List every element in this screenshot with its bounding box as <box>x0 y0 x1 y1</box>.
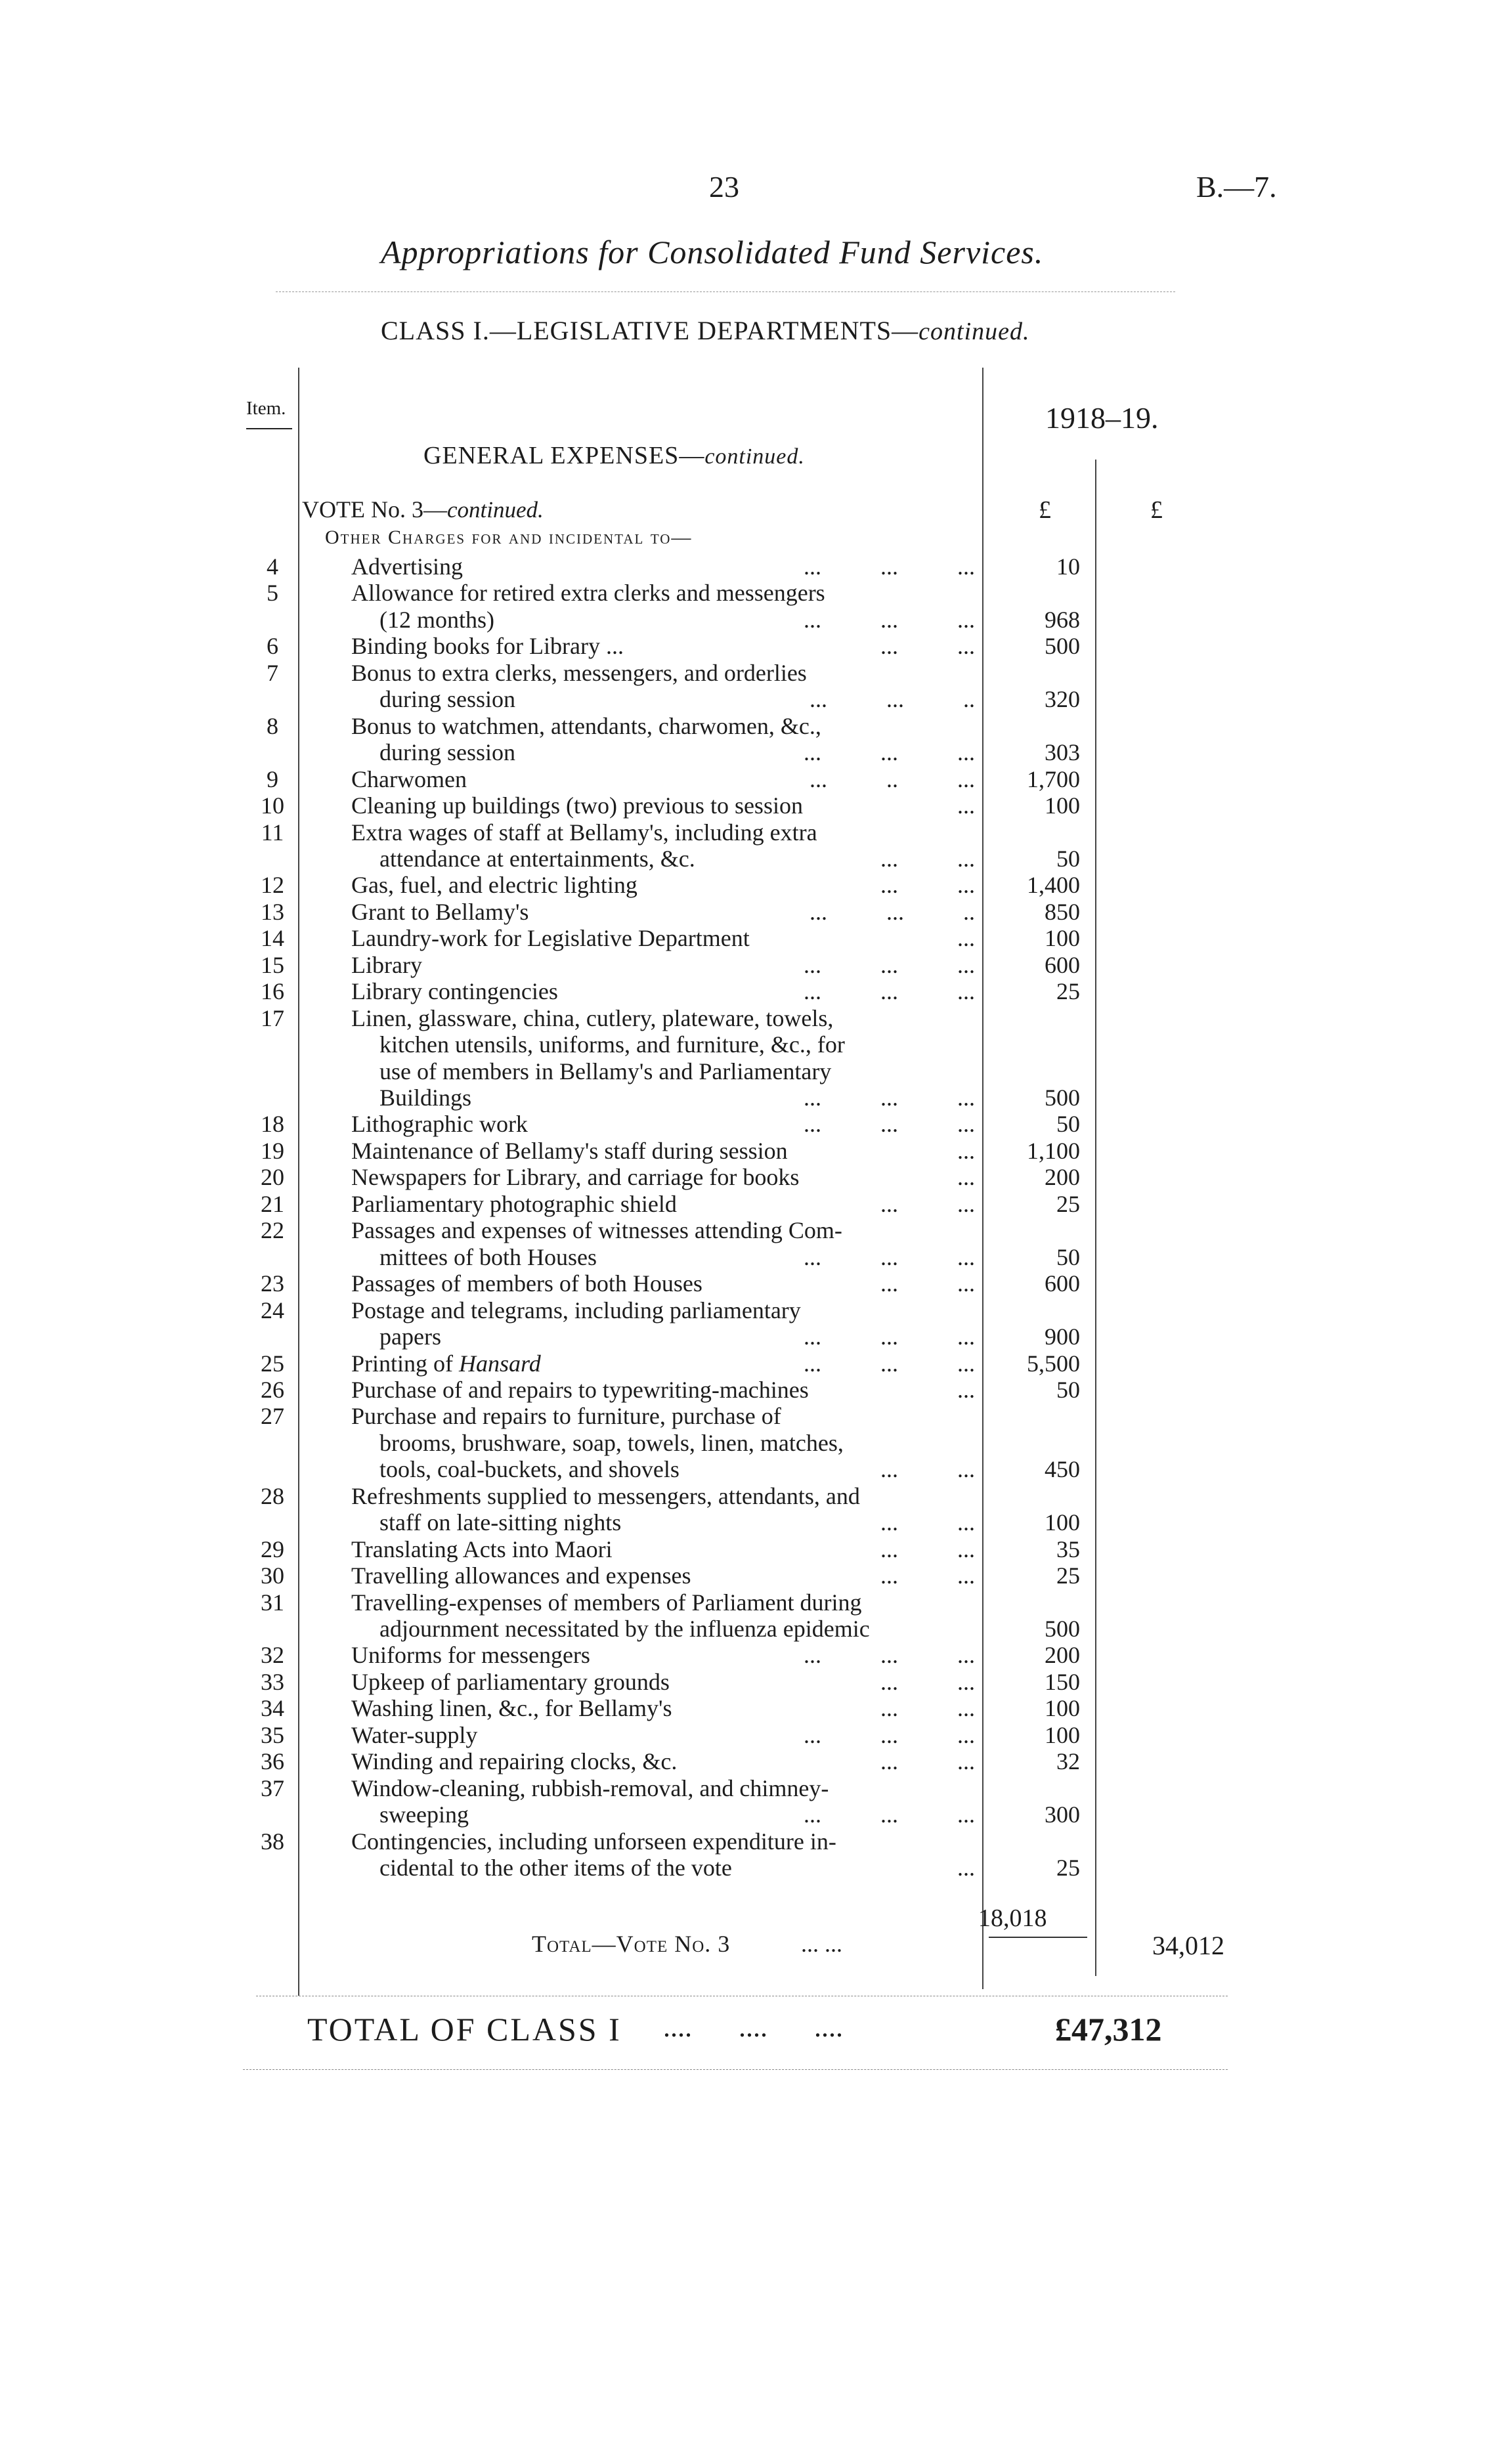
item-number: 28 <box>261 1482 284 1509</box>
item-description-line: attendance at entertainments, &c. <box>379 845 695 872</box>
item-description-line: Maintenance of Bellamy's staff during session <box>351 1137 788 1164</box>
item-amount: 50 <box>1056 845 1080 872</box>
item-number: 22 <box>261 1217 284 1244</box>
leader-dots: ... ... <box>880 1270 975 1297</box>
item-amount: 32 <box>1056 1748 1080 1775</box>
leader-dots: ... ... .. <box>810 686 975 713</box>
item-description-line: Contingencies, including unforseen expenditure in- <box>351 1828 836 1855</box>
item-description-line: Buildings <box>379 1085 472 1111</box>
item-number: 16 <box>261 978 284 1005</box>
year-column-header: 1918–19. <box>1045 401 1159 435</box>
item-description-line: (12 months) <box>379 606 494 633</box>
item-description-line: Parliamentary photographic shield <box>351 1190 677 1217</box>
item-amount: 150 <box>1045 1668 1080 1695</box>
item-description-line: during session <box>379 739 515 766</box>
item-description-line: Uniforms for messengers <box>351 1642 590 1669</box>
document-reference: B.—7. <box>1196 170 1277 204</box>
item-description-line: Postage and telegrams, including parliamentary <box>351 1297 801 1323</box>
item-number: 17 <box>261 1004 284 1031</box>
leader-dots: ... <box>957 1164 975 1191</box>
vote-total-label <box>532 1930 730 1958</box>
leader-dots: ... <box>957 1137 975 1164</box>
currency-symbol-col2: £ <box>1150 496 1163 524</box>
item-number: 5 <box>267 580 278 607</box>
item-number: 32 <box>261 1642 284 1669</box>
leader-dots: ... ... ... <box>804 1350 975 1377</box>
leader-dots: ... ... ... <box>804 1243 975 1270</box>
leader-dots: ... ... <box>880 1668 975 1695</box>
item-amount: 5,500 <box>1027 1350 1080 1377</box>
item-description-line: Linen, glassware, china, cutlery, plateware, towels, <box>351 1004 834 1031</box>
item-description-line: Refreshments supplied to messengers, attendants, and <box>351 1482 860 1509</box>
leader-dots: ... ... <box>880 1536 975 1562</box>
item-description-line: staff on late-sitting nights <box>379 1509 622 1536</box>
item-number: 29 <box>261 1536 284 1562</box>
item-description-line: Extra wages of staff at Bellamy's, including extra <box>351 819 817 846</box>
item-amount: 900 <box>1045 1323 1080 1350</box>
vote-subtotal: 18,018 <box>978 1904 1047 1932</box>
item-description-line: Binding books for Library ... <box>351 633 624 660</box>
item-description-line: Grant to Bellamy's <box>351 898 529 925</box>
item-number: 38 <box>261 1828 284 1855</box>
item-header-rule <box>246 428 292 429</box>
hansard-italic: Hansard <box>459 1350 541 1377</box>
item-amount: 850 <box>1045 898 1080 925</box>
item-number: 8 <box>267 712 278 739</box>
item-column-header: Item. <box>246 398 286 419</box>
item-number: 36 <box>261 1748 284 1775</box>
vote-total-leader-dots: ... ... <box>801 1931 842 1957</box>
item-amount: 25 <box>1056 1562 1080 1589</box>
item-number: 26 <box>261 1376 284 1403</box>
leader-dots: ... ... <box>880 1562 975 1589</box>
item-description-line: Upkeep of parliamentary grounds <box>351 1668 670 1695</box>
leader-dots: ... ... ... <box>804 1323 975 1350</box>
item-description-line: Newspapers for Library, and carriage for books <box>351 1164 800 1191</box>
item-description-line: mittees of both Houses <box>379 1243 597 1270</box>
leader-dots: ... ... <box>880 872 975 899</box>
item-description-line: kitchen utensils, uniforms, and furniture, &c., for <box>379 1031 845 1058</box>
leader-dots: ... ... ... <box>804 1642 975 1669</box>
section-heading-text: GENERAL EXPENSES— <box>423 442 705 469</box>
item-number: 33 <box>261 1668 284 1695</box>
item-number: 27 <box>261 1403 284 1430</box>
other-charges-heading: Other Charges for and incidental to— <box>325 527 693 548</box>
leader-dots: ... <box>957 1855 975 1881</box>
vote-heading <box>302 496 544 523</box>
leader-dots: ... ... ... <box>804 739 975 766</box>
item-amount: 50 <box>1056 1243 1080 1270</box>
item-description-line: Advertising <box>351 553 463 580</box>
item-description-line: Cleaning up buildings (two) previous to session <box>351 792 803 819</box>
item-description-line: Passages of members of both Houses <box>351 1270 702 1297</box>
item-description-line: sweeping <box>379 1801 469 1828</box>
leader-dots: ... ... ... <box>804 1801 975 1828</box>
item-amount: 100 <box>1045 1509 1080 1536</box>
item-amount: 50 <box>1056 1376 1080 1403</box>
leader-dots: ... ... <box>880 845 975 872</box>
item-number: 9 <box>267 765 278 792</box>
item-number: 20 <box>261 1164 284 1191</box>
item-amount: 500 <box>1045 633 1080 660</box>
leader-dots: ... ... <box>880 1748 975 1775</box>
item-description-line: Water-supply <box>351 1721 478 1748</box>
item-amount: 600 <box>1045 1270 1080 1297</box>
item-description-line: Library contingencies <box>351 978 558 1005</box>
item-amount: 100 <box>1045 1721 1080 1748</box>
item-amount: 1,100 <box>1027 1137 1080 1164</box>
class-total-bottom-rule <box>243 2069 1228 2070</box>
item-number: 11 <box>261 819 284 846</box>
page-title: Appropriations for Consolidated Fund Services. <box>381 234 1044 270</box>
item-number: 23 <box>261 1270 284 1297</box>
item-description-line: Travelling-expenses of members of Parliament during <box>351 1589 862 1616</box>
item-number: 7 <box>267 659 278 686</box>
leader-dots: ... ... <box>880 1190 975 1217</box>
item-number: 13 <box>261 898 284 925</box>
subtotal-rule <box>989 1937 1087 1938</box>
item-description-line: Winding and repairing clocks, &c. <box>351 1748 678 1775</box>
title-rule <box>276 291 1175 292</box>
item-description-line: Allowance for retired extra clerks and messengers <box>351 580 825 607</box>
leader-dots: ... ... ... <box>804 978 975 1005</box>
class-heading <box>381 315 1030 346</box>
item-amount: 10 <box>1056 553 1080 580</box>
item-description-line: brooms, brushware, soap, towels, linen, matches, <box>379 1429 844 1456</box>
item-description-line: use of members in Bellamy's and Parliamentary <box>379 1058 832 1085</box>
item-amount: 100 <box>1045 1695 1080 1722</box>
page-number: 23 <box>709 170 739 204</box>
leader-dots: ... ... .. <box>810 898 975 925</box>
item-amount: 35 <box>1056 1536 1080 1562</box>
item-description-line: tools, coal-buckets, and shovels <box>379 1456 680 1483</box>
item-amount: 450 <box>1045 1456 1080 1483</box>
item-description-line: cidental to the other items of the vote <box>379 1855 732 1881</box>
leader-dots: ... .. ... <box>810 765 975 792</box>
leader-dots: ... ... <box>880 1456 975 1483</box>
item-number: 34 <box>261 1695 284 1722</box>
item-number: 10 <box>261 792 284 819</box>
item-number: 25 <box>261 1350 284 1377</box>
item-amount: 320 <box>1045 686 1080 713</box>
currency-symbol-col1: £ <box>1039 496 1051 524</box>
item-number: 21 <box>261 1190 284 1217</box>
leader-dots: ... ... <box>880 1695 975 1722</box>
item-amount: 500 <box>1045 1085 1080 1111</box>
class-total-amount: £47,312 <box>1055 2011 1162 2048</box>
amount-column-rule-left <box>982 368 983 1989</box>
item-description-line: Library <box>351 951 422 978</box>
item-description-line: Gas, fuel, and electric lighting <box>351 872 637 899</box>
class-heading-text: CLASS I.—LEGISLATIVE DEPARTMENTS— <box>381 316 919 345</box>
vote-heading-suffix: continued. <box>446 497 544 523</box>
leader-dots: ... ... ... <box>804 1721 975 1748</box>
item-description-line: papers <box>379 1323 441 1350</box>
section-heading <box>423 441 805 470</box>
item-number: 24 <box>261 1297 284 1323</box>
section-heading-suffix: continued. <box>704 444 805 469</box>
item-column-rule <box>298 368 299 1996</box>
item-number: 6 <box>267 633 278 660</box>
item-amount: 100 <box>1045 925 1080 952</box>
item-number: 35 <box>261 1721 284 1748</box>
leader-dots: ... <box>957 1376 975 1403</box>
leader-dots: ... <box>957 925 975 952</box>
item-description-line: Washing linen, &c., for Bellamy's <box>351 1695 672 1722</box>
vote-total-amount: 34,012 <box>1152 1931 1224 1960</box>
item-amount: 500 <box>1045 1616 1080 1642</box>
item-description-line: Lithographic work <box>351 1111 528 1138</box>
leader-dots: ... ... <box>880 1509 975 1536</box>
leader-dots: ... ... ... <box>804 1111 975 1138</box>
item-number: 30 <box>261 1562 284 1589</box>
leader-dots: ... ... <box>880 633 975 660</box>
item-amount: 100 <box>1045 792 1080 819</box>
leader-dots: ... ... ... <box>804 553 975 580</box>
item-number: 14 <box>261 925 284 952</box>
leader-dots: ... ... ... <box>804 1085 975 1111</box>
item-number: 37 <box>261 1774 284 1801</box>
item-number: 18 <box>261 1111 284 1138</box>
item-number: 19 <box>261 1137 284 1164</box>
leader-dots: ... ... ... <box>804 951 975 978</box>
vote-heading-text: VOTE No. 3— <box>302 496 447 523</box>
item-amount: 1,700 <box>1027 765 1080 792</box>
item-number: 15 <box>261 951 284 978</box>
item-amount: 25 <box>1056 1855 1080 1881</box>
item-amount: 200 <box>1045 1164 1080 1191</box>
item-number: 4 <box>267 553 278 580</box>
item-amount: 200 <box>1045 1642 1080 1669</box>
item-description-line: Translating Acts into Maori <box>351 1536 613 1562</box>
item-amount: 600 <box>1045 951 1080 978</box>
item-description-line: Bonus to extra clerks, messengers, and orderlies <box>351 659 807 686</box>
item-description-line: adjournment necessitated by the influenza epidemic <box>379 1616 870 1642</box>
item-description-line: Printing of Hansard <box>351 1350 541 1377</box>
item-description-line: Travelling allowances and expenses <box>351 1562 691 1589</box>
vote-total-label-text: Total—Vote No. 3 <box>532 1931 731 1957</box>
item-description-line: Charwomen <box>351 765 467 792</box>
item-description-line: during session <box>379 686 515 713</box>
item-description-line: Laundry-work for Legislative Department <box>351 925 750 952</box>
item-amount: 25 <box>1056 1190 1080 1217</box>
item-amount: 300 <box>1045 1801 1080 1828</box>
item-amount: 303 <box>1045 739 1080 766</box>
leader-dots: ... <box>957 792 975 819</box>
item-amount: 25 <box>1056 978 1080 1005</box>
class-total-leader-dots: .... .... .... <box>663 2011 843 2043</box>
item-number: 12 <box>261 872 284 899</box>
item-amount: 50 <box>1056 1111 1080 1138</box>
item-number: 31 <box>261 1589 284 1616</box>
item-amount: 968 <box>1045 606 1080 633</box>
item-description-line: Purchase and repairs to furniture, purchase of <box>351 1403 781 1430</box>
item-amount: 1,400 <box>1027 872 1080 899</box>
amount-column-rule-right <box>1095 460 1096 1976</box>
class-heading-suffix: continued. <box>918 318 1030 345</box>
item-description-line: Bonus to watchmen, attendants, charwomen, &c., <box>351 712 821 739</box>
item-description-line: Window-cleaning, rubbish-removal, and chimney- <box>351 1774 829 1801</box>
item-description-line: Purchase of and repairs to typewriting-machines <box>351 1376 809 1403</box>
leader-dots: ... ... ... <box>804 606 975 633</box>
class-total-label: TOTAL OF CLASS I <box>307 2011 622 2048</box>
item-description-line: Passages and expenses of witnesses attending Com- <box>351 1217 842 1244</box>
